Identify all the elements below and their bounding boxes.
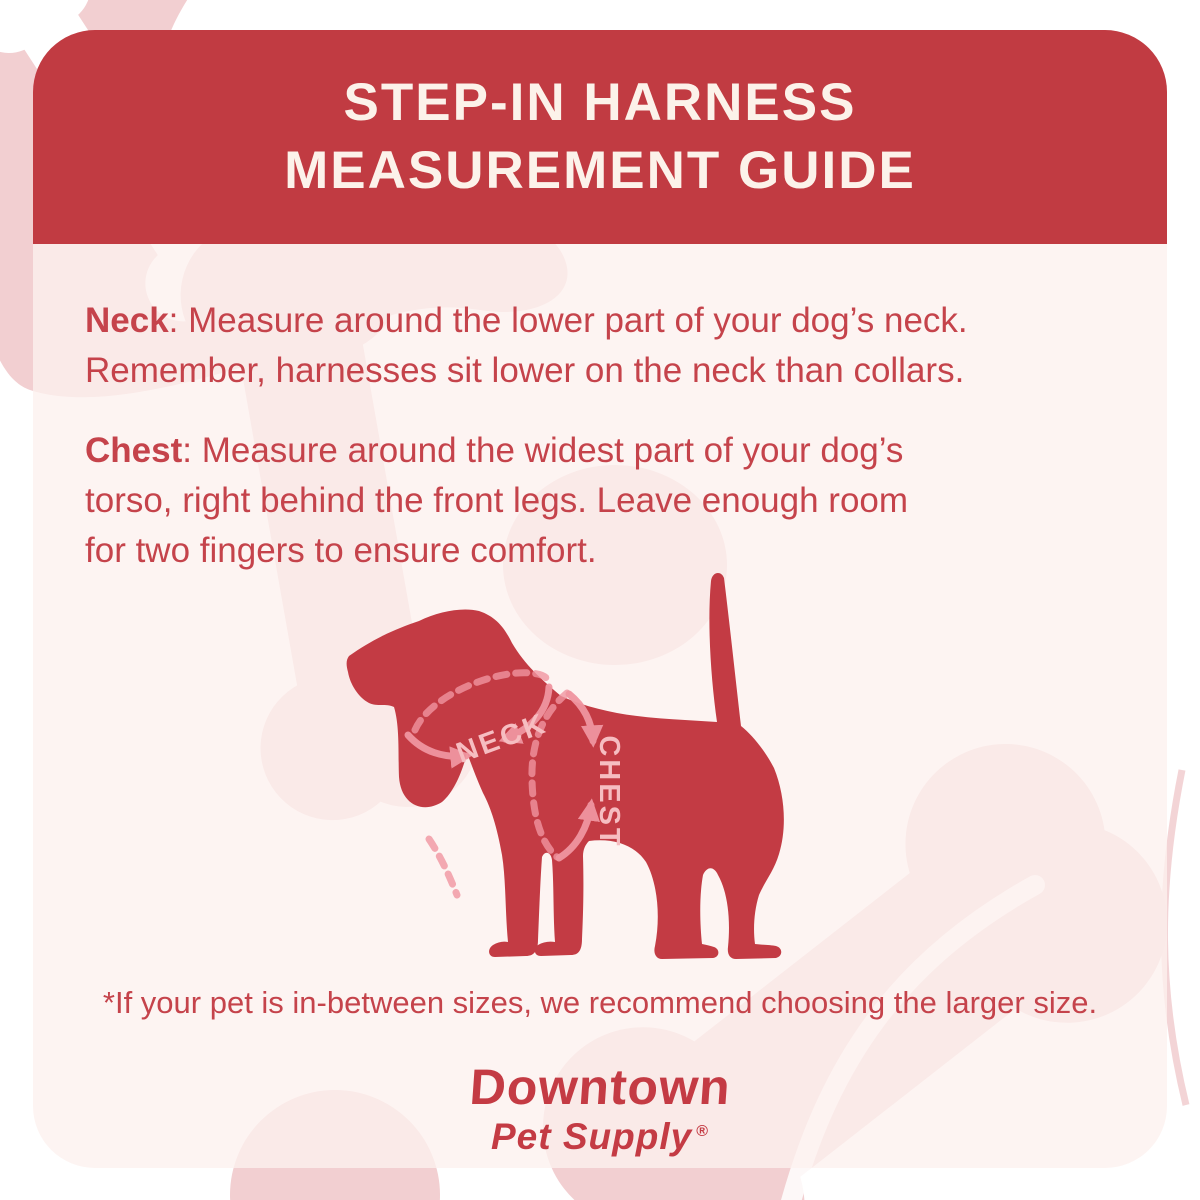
chest-tape-dashed-lower — [429, 839, 457, 895]
chest-term: Chest — [85, 431, 183, 470]
size-footnote: *If your pet is in-between sizes, we recommend choosing the larger size. — [102, 985, 1098, 1020]
chest-instruction-line1: Chest: Measure around the widest part of your dog’s — [85, 431, 904, 470]
chest-instruction-line2: torso, right behind the front legs. Leave enough room — [85, 481, 909, 520]
logo-subtitle: Pet Supply ® — [491, 1116, 709, 1157]
chest-instruction — [85, 426, 1135, 576]
page-title-line2: MEASUREMENT GUIDE — [284, 141, 916, 200]
registered-mark-icon: ® — [696, 1122, 709, 1140]
brand-logo — [0, 1058, 1200, 1158]
logo-name: Downtown — [467, 1059, 733, 1115]
instructions — [85, 296, 1135, 576]
chest-instruction-line3: for two fingers to ensure comfort. — [85, 531, 597, 570]
page-title-line1: STEP-IN HARNESS — [343, 73, 857, 132]
neck-instruction-line2: Remember, harnesses sit lower on the neck than collars. — [85, 351, 965, 390]
dog-silhouette — [347, 573, 784, 959]
neck-instruction — [85, 296, 1135, 396]
dog-measurement-diagram — [345, 565, 795, 970]
neck-term: Neck — [85, 301, 169, 340]
margin-arc-decoration — [1164, 770, 1186, 1105]
neck-tape-label: NECK — [452, 707, 552, 770]
chest-tape-label: CHEST — [593, 735, 625, 849]
header-banner — [33, 30, 1167, 244]
neck-instruction-line1: Neck: Measure around the lower part of your dog’s neck. — [85, 301, 968, 340]
